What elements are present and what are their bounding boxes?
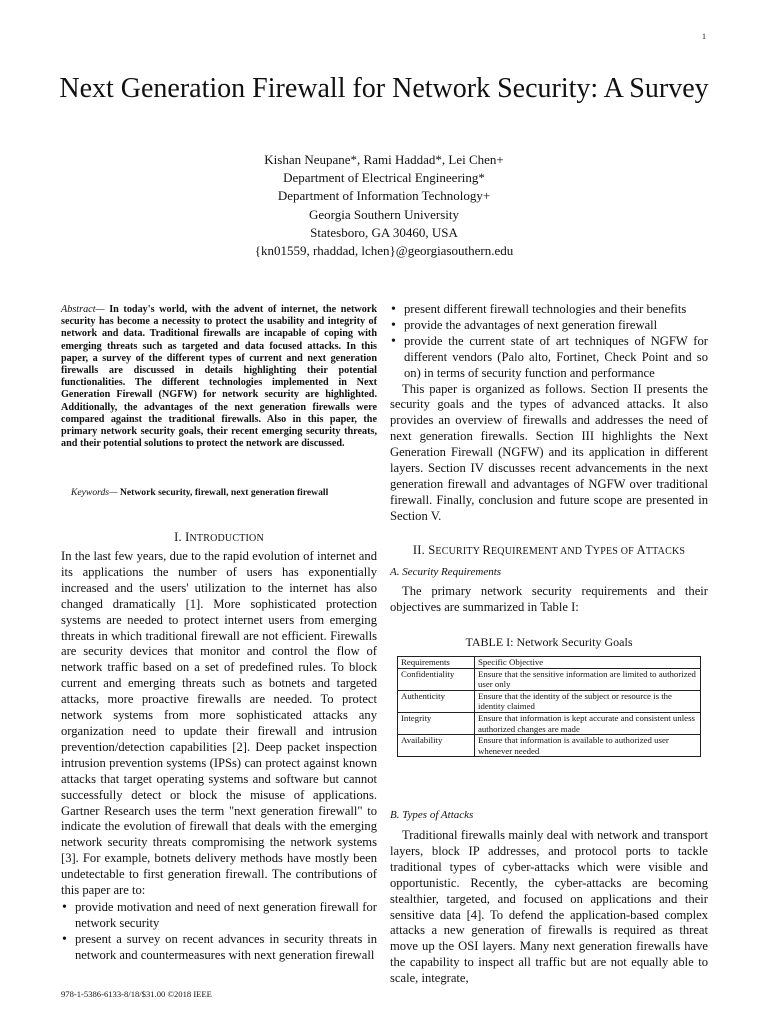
table-caption: TABLE I: Network Security Goals — [465, 635, 633, 649]
table-row — [398, 690, 701, 712]
types-of-attacks-paragraph: Traditional firewalls mainly deal with network and transport layers, block IP addresses, and protocol ports to tackle traditional types of cyber-attacks which were visible and opportunistic. Recently, the cyber-attacks are becoming stealthier, targeted, and focused on applications and their sensitive data [4]. To defend the application-based complex attacks a new generation of firewalls is required as threat move up the OSI layers. Many next generation firewalls have the capability to inspect all traffic but are not equally able to scale, integrate, — [390, 828, 708, 986]
department-2: Department of Information Technology+ — [277, 188, 491, 204]
table-row — [398, 735, 701, 757]
list-item: • provide the current state of art techniques of NGFW for different vendors (Palo alto, Fortinet, Check Point and so on) in terms of security function and performance — [390, 334, 708, 382]
contributions-list — [61, 900, 377, 964]
table-cell: Ensure that information is available to authorized user whenever needed — [475, 735, 701, 757]
location: Statesboro, GA 30460, USA — [310, 224, 458, 240]
table-row — [398, 668, 701, 690]
table-header-row — [398, 657, 701, 669]
table-header-cell: Requirements — [398, 657, 475, 669]
page-number: 1 — [702, 32, 706, 41]
paper-title: Next Generation Firewall for Network Security: A Survey — [59, 73, 709, 104]
author-block — [140, 151, 628, 260]
list-item: • provide motivation and need of next generation firewall for network security — [61, 900, 377, 932]
table-row — [398, 712, 701, 734]
security-requirements-body — [390, 584, 708, 616]
copyright-footer: 978-1-5386-6133-8/18/$31.00 ©2018 IEEE — [61, 989, 212, 999]
keywords-label: Keywords— — [71, 487, 118, 498]
security-goals-table — [397, 656, 701, 757]
list-item: • provide the advantages of next generation firewall — [390, 318, 708, 334]
table-cell: Ensure that the sensitive information are limited to authorized user only — [475, 668, 701, 690]
abstract — [61, 304, 377, 450]
table-cell: Ensure that the identity of the subject or resource is the identity claimed — [475, 690, 701, 712]
introduction-body — [61, 549, 377, 964]
keywords-text: Network security, firewall, next generation firewall — [119, 487, 329, 498]
types-of-attacks-body — [390, 828, 708, 987]
table-cell: Integrity — [398, 712, 475, 734]
department-1: Department of Electrical Engineering* — [283, 170, 485, 186]
intro-paragraph: In the last few years, due to the rapid evolution of internet and its applications the number of users has exponentially increased and the users' utilization to the internet has also changed dramatically [1]. More sophisticated protection systems are needed to protect internet users from emerging threats in which traditional firewall are not efficient. Firewalls are security devices that monitor and control the flow of network traffic based on a set of predefined rules. To block current and emerging threats such as botnets and targeted attacks, more proactive firewalls are needed. To protect network systems from more sophisticated attacks any organization need to update their firewall and intrusion prevention/detection capabilities [2]. Deep packet inspection intrusion prevention systems (IPSs) can protect against known attacks that target operating systems and software but cannot successfully detect or block the misuse of applications. Gartner Research uses the term "next generation firewall" to indicate the evolution of firewall that deals with the emerging network security threats compromising the network systems [3]. For example, botnets delivery methods have mostly been undetectable to first generation firewall. The contributions of this paper are to: — [61, 549, 377, 898]
subsection-a-heading: A. Security Requirements — [390, 566, 502, 578]
table-cell: Confidentiality — [398, 668, 475, 690]
organization-paragraph: This paper is organized as follows. Section II presents the security goals and the types of advanced attacks. It also provides an overview of firewalls and addresses the need of next generation firewalls. Section III highlights the Next Generation Firewall (NGFW) and its application in different layers. Section IV discusses recent advancements in the next generation firewall and advantages of NGFW over traditional firewall. Finally, conclusion and future scope are presented in Section V. — [390, 381, 708, 523]
security-requirements-paragraph: The primary network security requirements and their objectives are summarized in Table I: — [390, 584, 708, 614]
right-column-intro — [390, 302, 708, 525]
keywords — [61, 487, 377, 499]
section-2-heading: II. SECURITY REQUIREMENT AND TYPES OF ATTACKS — [412, 543, 686, 557]
list-item: • present different firewall technologies and their benefits — [390, 302, 708, 318]
abstract-label: Abstract— — [61, 304, 105, 315]
table-cell: Ensure that information is kept accurate and consistent unless authorized changes are made — [475, 712, 701, 734]
list-item: • present a survey on recent advances in security threats in network and countermeasures with next generation firewall — [61, 932, 377, 964]
subsection-b-heading: B. Types of Attacks — [390, 809, 474, 821]
author-names: Kishan Neupane*, Rami Haddad*, Lei Chen+ — [264, 152, 504, 167]
contributions-list-continued — [390, 302, 708, 382]
university: Georgia Southern University — [309, 206, 459, 222]
author-emails: {kn01559, rhaddad, lchen}@georgiasouthern.edu — [254, 243, 514, 259]
table-header-cell: Specific Objective — [475, 657, 701, 669]
table-cell: Availability — [398, 735, 475, 757]
abstract-text: In today's world, with the advent of internet, the network security has become a necessity to protect the usability and integrity of network and data. Traditional firewalls are incapable of coping with emerging threats such as targeted and data focused attacks. In this paper, a survey of the different types of current and next generation firewalls are discussed in details highlighting their potential functionalities. The different technologies implemented in Next Generation Firewall (NGFW) for network security are highlighted. Additionally, the advantages of the next generation firewalls were compared against the traditional firewalls. Also in this paper, the primary network security goals, their recent emerging security threats, and their potential solutions to protect the network are discussed. — [61, 304, 378, 450]
table-cell: Authenticity — [398, 690, 475, 712]
section-1-heading: I. INTRODUCTION — [174, 530, 264, 544]
